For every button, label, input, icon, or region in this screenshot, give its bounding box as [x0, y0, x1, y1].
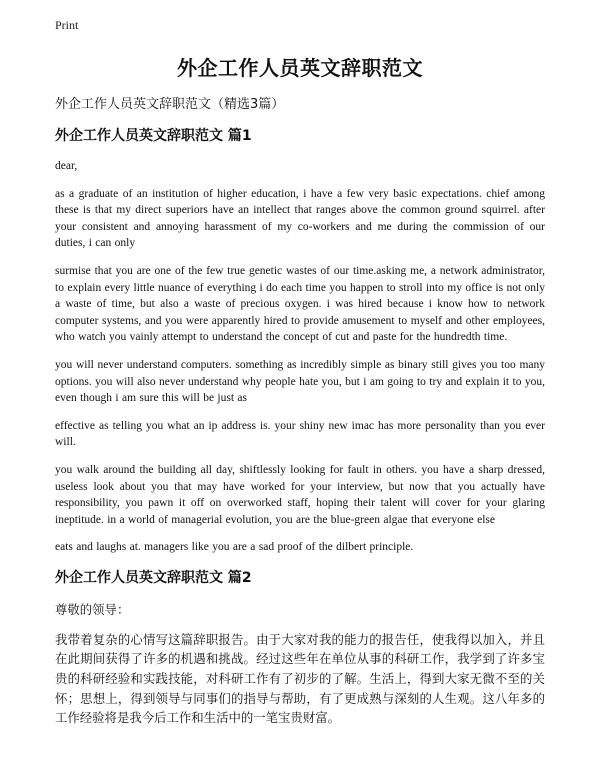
section-1-heading: 外企工作人员英文辞职范文 篇1	[55, 128, 252, 144]
section-2-heading: 外企工作人员英文辞职范文 篇2	[55, 569, 252, 586]
print-link[interactable]: Print	[55, 18, 79, 32]
document-title: 外企工作人员英文辞职范文	[177, 56, 423, 80]
section-1-paragraph: as a graduate of an institution of higher education, i have a few very basic expectations. chief among these is that my direct superiors have an intellect that ranges above the common ground squirrel. after your consistent and annoying harassment of my co-workers and me during the commission of our duties, i can only	[55, 187, 545, 250]
section-2-paragraph: 我带着复杂的心情写这篇辞职报告。由于大家对我的能力的报告任，使我得以加入，并且在此期间获得了许多的机遇和挑战。经过这些年在单位从事的科研工作，我学到了许多宝贵的科研经验和实践技能，对科研工作有了初步的了解。生活上，得到大家无微不至的关怀；思想上，得到领导与同事们的指导与帮助，有了更成熟与深刻的人生观。这八年多的工作经验将是我今后工作和生活中的一笔宝贵财富。	[55, 631, 545, 726]
section-1-paragraph: effective as telling you what an ip address is. your shiny new imac has more personality than you ever will.	[55, 419, 545, 449]
section-1-paragraph: you will never understand computers. something as incredibly simple as binary still gives you too many options. you will also never understand why people hate you, but i am going to try and explain it to you, even though i am sure this will be just as	[55, 358, 545, 405]
document-body	[55, 93, 545, 739]
section-1-salutation: dear,	[55, 160, 78, 172]
document-subtitle: 外企工作人员英文辞职范文（精选3篇）	[55, 97, 285, 112]
section-1-paragraph: you walk around the building all day, shiftlessly looking for fault in others. you have a sharp dressed, useless look about you that may have worked for your interview, but now that you actually have responsibility, you pawn it off on overworked staff, hoping their talent will cover for your glaring ineptitude. in a world of managerial evolution, you are the blue-green algae that everyone else	[55, 463, 545, 526]
section-2-greeting: 尊敬的领导：	[55, 601, 130, 617]
section-1-paragraph: surmise that you are one of the few true genetic wastes of our time.asking me, a network administrator, to explain every little nuance of everything i do each time you happen to stroll into my office is not only a waste of time, but also a waste of precious oxygen. i was hired because i know how to network computer systems, and you were apparently hired to provide amusement to myself and other employees, who watch you vainly attempt to understand the concept of cut and paste for the hundredth time.	[55, 264, 545, 344]
section-1-paragraph: eats and laughs at. managers like you are a sad proof of the dilbert principle.	[55, 541, 414, 554]
